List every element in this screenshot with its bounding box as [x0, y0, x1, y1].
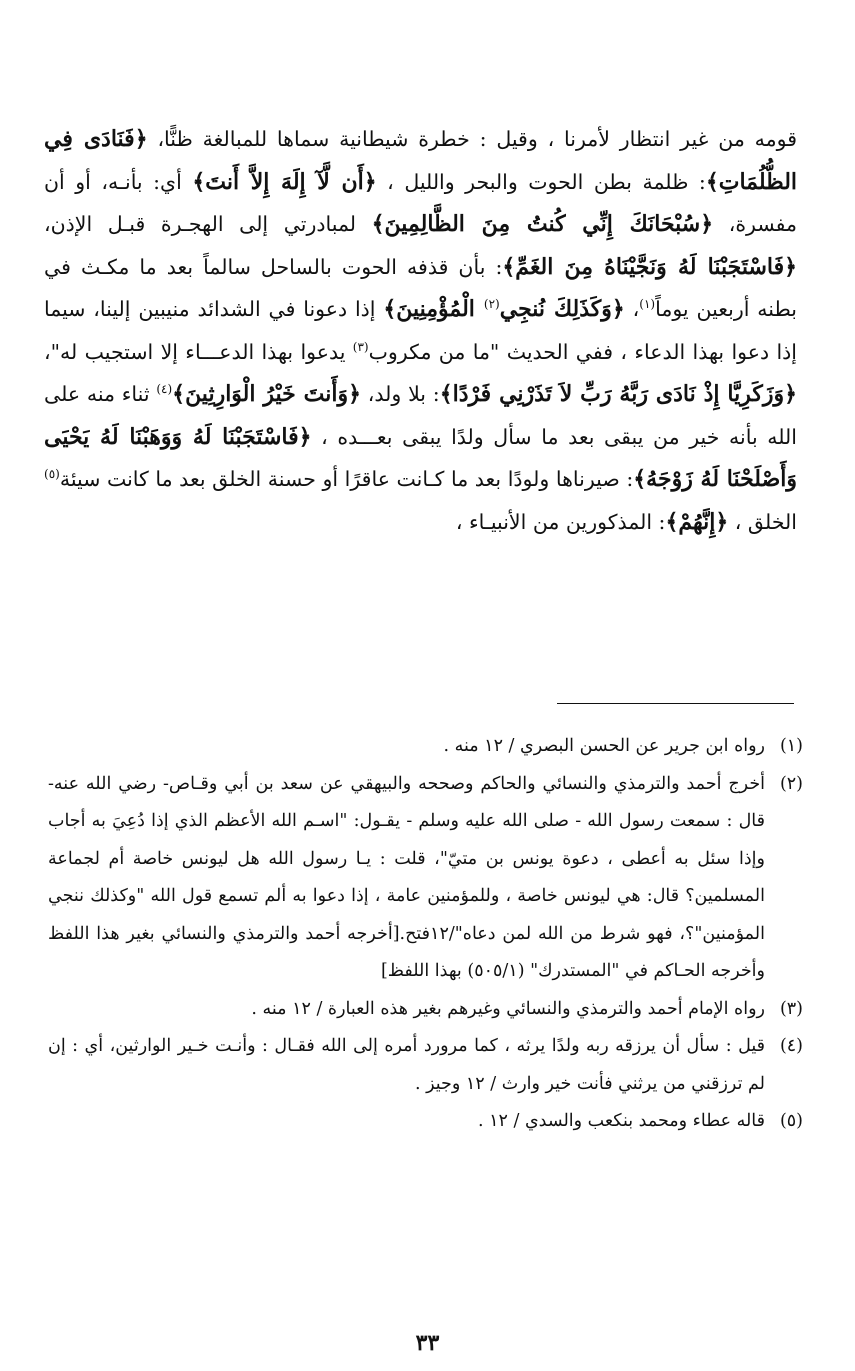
footnote-number: (١) — [779, 736, 803, 756]
footnote — [48, 1028, 803, 1103]
footnote-ref: (١) — [639, 297, 656, 312]
text-segment: : صيرناها ولودًا بعد ما كـانت عاقرًا أو حسنة الخلق بعد ما كانت سيئة — [59, 467, 634, 491]
text-segment: : بلا ولد، — [361, 382, 440, 406]
footnote-separator — [557, 703, 794, 704]
text-segment: يدعوا بهذا الدعـــاء إلا استجيب له"، — [44, 339, 353, 364]
quran-verse: ﴿سُبْحَانَكَ إِنِّي كُنتُ مِنَ الظَّالِمِينَ﴾ — [371, 211, 714, 237]
footnote-text: أخرج أحمد والترمذي والنسائي والحاكم وصححه والبيهقي عن سعد بن أبي وقـاص- رضي الله عنه- قال : سمعت رسول الله - صلى الله عليه وسلم - يقـول: "اسـم الله الأعظم الذي إذا دُعِيَ به أجاب وإذا سئل به أعطى ، دعوة يونس بن متيّ"، قلت : يـا رسول الله هل ليونس خاصة أم لجماعة المسلمين؟ قال: هي ليونس خاصة ، وللمؤمنين عامة ، إذا دعوا به ألم تسمع قول الله "وكذلك ننجي المؤمنين"؟، فهو شرط من الله لمن دعاه"/١٢فتح.[أخرجه أحمد والترمذي والنسائي بغير هذا اللفظ وأخرجه الحـاكم في "المستدرك" (٥٠٥/١) بهذا اللفظ] — [48, 773, 765, 981]
text-segment: أي: بأنـه، أو أن مفسرة، — [44, 169, 798, 236]
text-segment: قومه من غير انتظار لأمرنا ، وقيل : خطرة شيطانية سماها للمبالغة ظنًّا، — [147, 127, 797, 151]
text-segment: ، — [624, 297, 640, 321]
quran-verse: الْمُؤْمِنِينَ﴾ — [383, 296, 484, 322]
text-segment: إذا دعونا في الشدائد منيبين إلينا، سيما إذا دعوا بهذا الدعاء ، ففي الحديث "ما من مكروب — [44, 297, 797, 364]
text-segment: لمبادرتي إلى الهجـرة قبـل الإذن، — [44, 212, 372, 236]
text-segment: : المذكورين من الأنبيـاء ، — [455, 509, 666, 534]
footnote — [48, 766, 803, 991]
quran-verse: ﴿إِنَّهُمْ﴾ — [665, 508, 729, 535]
footnote — [48, 1103, 803, 1141]
footnote-number: (٥) — [779, 1111, 803, 1131]
quran-verse: ﴿وَكَذَلِكَ نُنجِي — [499, 296, 625, 322]
footnotes — [48, 728, 803, 1141]
quran-verse: ﴿فَاسْتَجَبْنَا لَهُ وَوَهَبْنَا لَهُ يَحْيَى وَأَصْلَحْنَا لَهُ زَوْجَهُ﴾ — [44, 423, 798, 492]
quran-verse: ﴿فَنَادَى فِي الظُّلُمَاتِ﴾ — [44, 126, 798, 195]
footnote-text: رواه ابن جرير عن الحسن البصري / ١٢ منه . — [443, 736, 765, 756]
footnote-ref: (٣) — [352, 339, 369, 354]
page-number: ٣٣ — [415, 1330, 440, 1356]
footnote-number: (٢) — [779, 773, 803, 794]
text-segment: : بأن قذفه الحوت بالساحل سالماً بعد ما مكـث في بطنه أربعين يوماً — [44, 254, 797, 321]
quran-verse: ﴿أَن لَّآ إِلَهَ إِلاَّ أَنتَ﴾ — [192, 168, 377, 195]
footnote-ref: (٤) — [156, 382, 173, 397]
quran-verse: ﴿فَاسْتَجَبْنَا لَهُ وَنَجَّيْنَاهُ مِنَ الغَمِّ﴾ — [502, 253, 797, 280]
footnote-ref: (٥) — [44, 467, 60, 482]
footnote-number: (٣) — [779, 998, 803, 1019]
quran-verse: ﴿وَأَنتَ خَيْرُ الْوَارِثِينَ﴾ — [172, 381, 362, 407]
footnote-number: (٤) — [779, 1036, 803, 1056]
main-text — [44, 118, 797, 543]
quran-verse: ﴿وَزَكَرِيَّا إِذْ نَادَى رَبَّهُ رَبِّ لاَ تَذَرْنِي فَرْدًا﴾ — [439, 381, 798, 407]
footnote-text: قاله عطاء ومحمد بنكعب والسدي / ١٢ . — [477, 1111, 765, 1131]
text-segment: الخلق ، — [728, 509, 797, 534]
footnote-ref: (٢) — [483, 297, 500, 312]
footnote — [48, 728, 803, 766]
text-segment: : ظلمة بطن الحوت والبحر والليل ، — [376, 169, 706, 194]
footnote — [48, 991, 803, 1029]
text-segment: ثناء منه على الله بأنه خير من يبقى بعد ما سأل ولدًا يبقى بعـــده ، — [44, 382, 797, 449]
footnote-text: رواه الإمام أحمد والترمذي والنسائي وغيرهم بغير هذه العبارة / ١٢ منه . — [251, 998, 765, 1019]
footnote-text: قيل : سأل أن يرزقه ربه ولدًا يرثه ، كما مرورد أمره إلى الله فقـال : وأنـت خـير الوارثين، أي : إن لم ترزقني من يرثني فأنت خير وارث / ١٢ وجيز . — [48, 1036, 765, 1094]
